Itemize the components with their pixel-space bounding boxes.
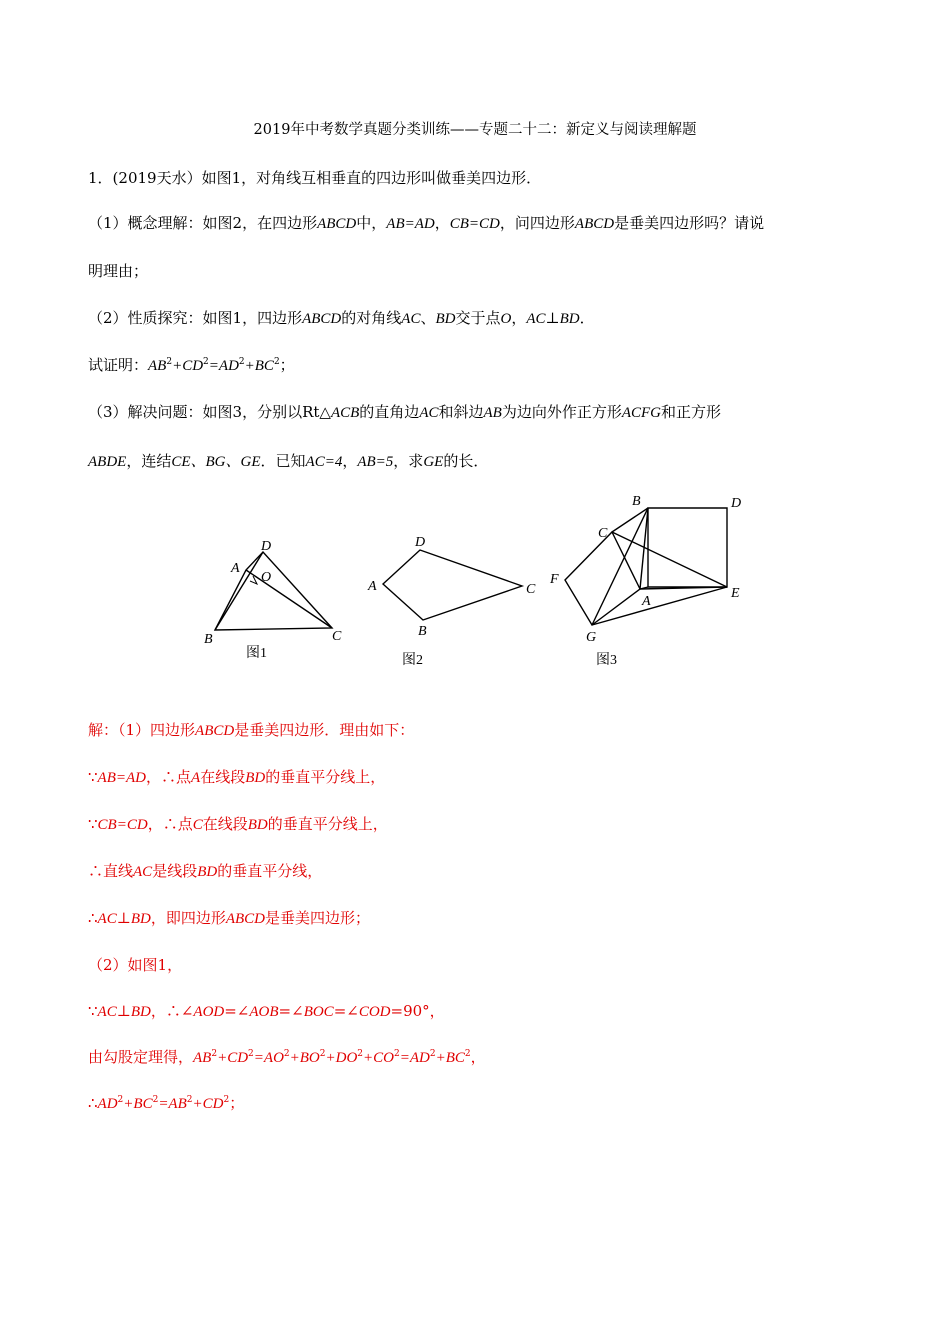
fig3-line-ge (592, 587, 727, 625)
problem-intro: 1．(2019天水）如图1，对角线互相垂直的四边形叫做垂美四边形． (88, 169, 542, 187)
question-1-cont: 明理由； (88, 262, 149, 280)
fig1-label-d: D (261, 539, 272, 554)
fig3-label-e: E (731, 586, 740, 601)
solution-1-step-2: ∵CB=CD，∴点C在线段BD的垂直平分线上， (88, 815, 388, 833)
solution-1-step-1: ∵AB=AD，∴点A在线段BD的垂直平分线上， (88, 768, 386, 786)
fig3-caption: 图3 (596, 653, 617, 668)
fig2-label-a: A (368, 579, 377, 594)
fig1-label-c: C (332, 629, 342, 644)
fig3-label-c: C (598, 526, 608, 541)
solution-2-heading: （2）如图1， (88, 956, 183, 974)
page-title: 2019年中考数学真题分类训练——专题二十二：新定义与阅读理解题 (253, 122, 697, 138)
fig1-label-o: O (261, 570, 272, 585)
fig3-label-g: G (586, 630, 597, 645)
question-2-prove: 试证明：$AB^2+CD^2=AD^2+BC^2$； (88, 356, 295, 374)
fig2-label-c: C (526, 582, 536, 597)
fig2-quadrilateral (383, 550, 522, 620)
fig3-label-f: F (550, 572, 559, 587)
fig1-caption: 图1 (246, 646, 267, 661)
solution-2-step-2: 由勾股定理得，$AB^2+CD^2=AO^2+BO^2+DO^2+CO^2=AD^2+BC^2$， (88, 1048, 486, 1066)
solution-2-step-1: ∵AC⊥BD，∴∠AOD=∠AOB=∠BOC=∠COD=90°， (88, 1002, 445, 1020)
figure-2 (383, 550, 522, 620)
question-2: （2）性质探究：如图1，四边形ABCD的对角线AC、BD交于点O，AC⊥BD． (88, 309, 595, 327)
fig3-label-b: B (632, 494, 641, 509)
fig3-label-a: A (642, 594, 651, 609)
fig3-line-ce (612, 532, 727, 587)
fig3-square-acfg (565, 532, 640, 625)
fig2-caption: 图2 (402, 653, 423, 668)
solution-2-step-3: $\therefore AD^2+BC^2=AB^2+CD^2$； (88, 1094, 245, 1112)
fig3-label-d: D (731, 496, 742, 511)
fig2-label-b: B (418, 624, 427, 639)
fig1-label-a: A (231, 561, 240, 576)
figures (0, 480, 950, 680)
solution-1-heading: 解：（1）四边形ABCD是垂美四边形．理由如下： (88, 721, 415, 739)
fig1-diagonal-ac (246, 570, 332, 628)
fig1-label-b: B (204, 632, 213, 647)
solution-1-step-4: ∴AC⊥BD，即四边形ABCD是垂美四边形； (88, 909, 371, 927)
fig2-label-d: D (415, 535, 426, 550)
question-3: （3）解决问题：如图3，分别以Rt△ACB的直角边AC和斜边AB为边向外作正方形ACFG和正方形 (88, 403, 722, 421)
question-3-cont: ABDE，连结CE、BG、GE．已知AC=4，AB=5，求GE的长． (88, 452, 489, 470)
fig3-square-abde-frame (648, 508, 727, 587)
question-1: （1）概念理解：如图2，在四边形ABCD中，AB=AD，CB=CD，问四边形ABCD是垂美四边形吗？请说 (88, 214, 765, 232)
solution-1-step-3: ∴直线AC是线段BD的垂直平分线， (88, 862, 323, 880)
